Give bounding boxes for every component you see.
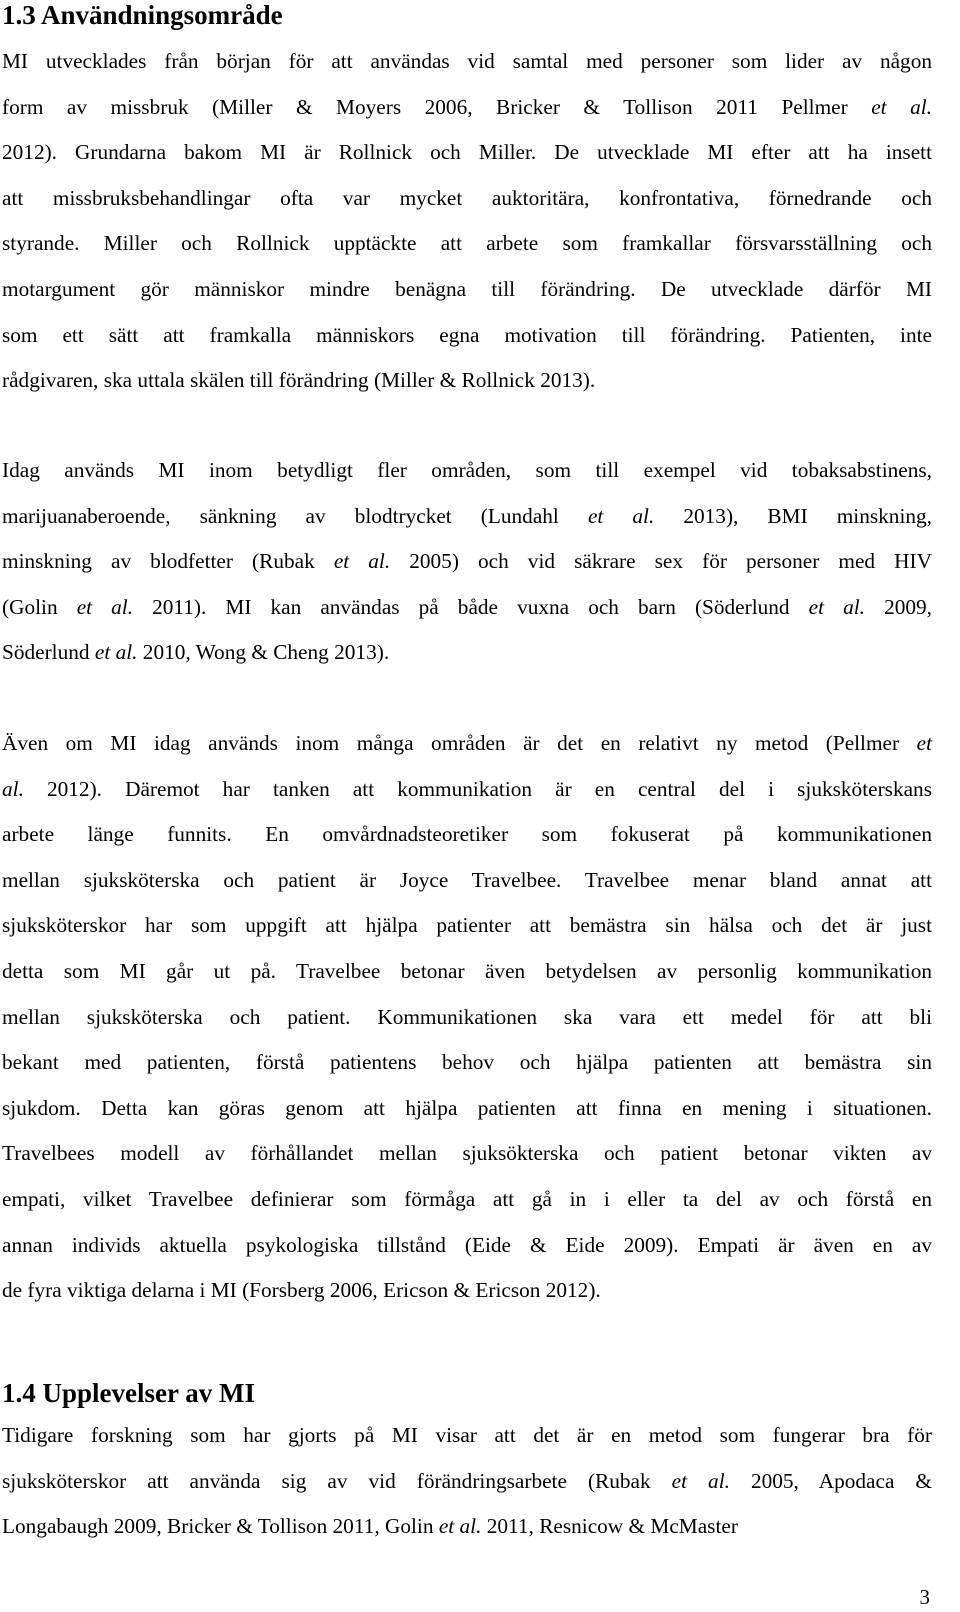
italic-text: et al.: [333, 549, 391, 574]
italic-text: et al.: [94, 640, 138, 665]
italic-text: et al.: [587, 503, 655, 528]
text-line: sjuksköterskor har som uppgift att hjälpa patienter att bemästra sin hälsa och det är just: [2, 913, 932, 938]
text-line: de fyra viktiga delarna i MI (Forsberg 2006, Ericson & Ericson 2012).: [2, 1278, 601, 1303]
text-line: rådgivaren, ska uttala skälen till förändring (Miller & Rollnick 2013).: [2, 368, 596, 393]
italic-text: et al.: [671, 1468, 730, 1493]
text-line: Söderlund et al. 2010, Wong & Cheng 2013).: [2, 640, 390, 665]
page-number: 3: [919, 1585, 930, 1609]
text-line: att missbruksbehandlingar ofta var mycket auktoritära, konfrontativa, förnedrande och: [2, 185, 932, 210]
text-line: annan individs aktuella psykologiska tillstånd (Eide & Eide 2009). Empati är även en av: [2, 1232, 932, 1257]
text-line: MI utvecklades från början för att användas vid samtal med personer som lider av någon: [2, 49, 932, 73]
text-line: mellan sjuksköterska och patient är Joyce Travelbee. Travelbee menar bland annat att: [2, 867, 932, 892]
text-line: Idag används MI inom betydligt fler områden, som till exempel vid tobaksabstinens,: [2, 458, 932, 482]
italic-text: et: [916, 731, 932, 755]
paragraph: [2, 1413, 932, 1550]
paragraph: [2, 39, 932, 404]
text-line: (Golin et al. 2011). MI kan användas på både vuxna och barn (Söderlund et al. 2009,: [2, 594, 932, 619]
text-line: detta som MI går ut på. Travelbee betonar även betydelsen av personlig kommunikation: [2, 958, 932, 983]
section-heading-1-4: 1.4 Upplevelser av MI: [2, 1378, 255, 1408]
text-line: styrande. Miller och Rollnick upptäckte att arbete som framkallar försvarsställning och: [2, 231, 932, 256]
text-line: minskning av blodfetter (Rubak et al. 2005) och vid säkrare sex för personer med HIV: [2, 549, 933, 574]
italic-text: et al.: [871, 94, 932, 119]
paragraph: [2, 448, 932, 676]
text-line: Även om MI idag används inom många områden är det en relativt ny metod (Pellmer et: [2, 731, 932, 755]
italic-text: et al.: [808, 594, 865, 619]
text-line: form av missbruk (Miller & Moyers 2006, Bricker & Tollison 2011 Pellmer et al.: [2, 94, 932, 119]
text-line: al. 2012). Däremot har tanken att kommunikation är en central del i sjuksköterskans: [2, 776, 932, 801]
text-line: Longabaugh 2009, Bricker & Tollison 2011, Golin et al. 2011, Resnicow & McMaster: [2, 1514, 738, 1539]
text-line: empati, vilket Travelbee definierar som förmåga att gå in i eller ta del av och förstå en: [2, 1186, 932, 1211]
text-line: sjukdom. Detta kan göras genom att hjälpa patienten att finna en mening i situationen.: [2, 1095, 932, 1120]
text-line: bekant med patienten, förstå patientens behov och hjälpa patienten att bemästra sin: [2, 1050, 932, 1075]
text-line: mellan sjuksköterska och patient. Kommunikationen ska vara ett medel för att bli: [2, 1004, 932, 1029]
text-line: Tidigare forskning som har gjorts på MI visar att det är en metod som fungerar bra för: [2, 1423, 932, 1447]
italic-text: al.: [2, 776, 24, 801]
text-line: 2012). Grundarna bakom MI är Rollnick och Miller. De utvecklade MI efter att ha insett: [2, 140, 932, 165]
text-line: Travelbees modell av förhållandet mellan sjuksökterska och patient betonar vikten av: [2, 1141, 932, 1166]
text-line: arbete länge funnits. En omvårdnadsteoretiker som fokuserat på kommunikationen: [2, 822, 932, 847]
italic-text: et al.: [76, 594, 134, 619]
paragraph: [2, 721, 932, 1314]
section-heading-1-3: 1.3 Användningsområde: [2, 0, 283, 30]
text-line: som ett sätt att framkalla människors egna motivation till förändring. Patienten, inte: [2, 322, 932, 347]
italic-text: et al.: [438, 1514, 482, 1539]
text-line: sjuksköterskor att använda sig av vid förändringsarbete (Rubak et al. 2005, Apodaca &: [2, 1468, 932, 1493]
text-line: marijuanaberoende, sänkning av blodtrycket (Lundahl et al. 2013), BMI minskning,: [2, 503, 932, 528]
text-line: motargument gör människor mindre benägna till förändring. De utvecklade därför MI: [2, 276, 932, 301]
